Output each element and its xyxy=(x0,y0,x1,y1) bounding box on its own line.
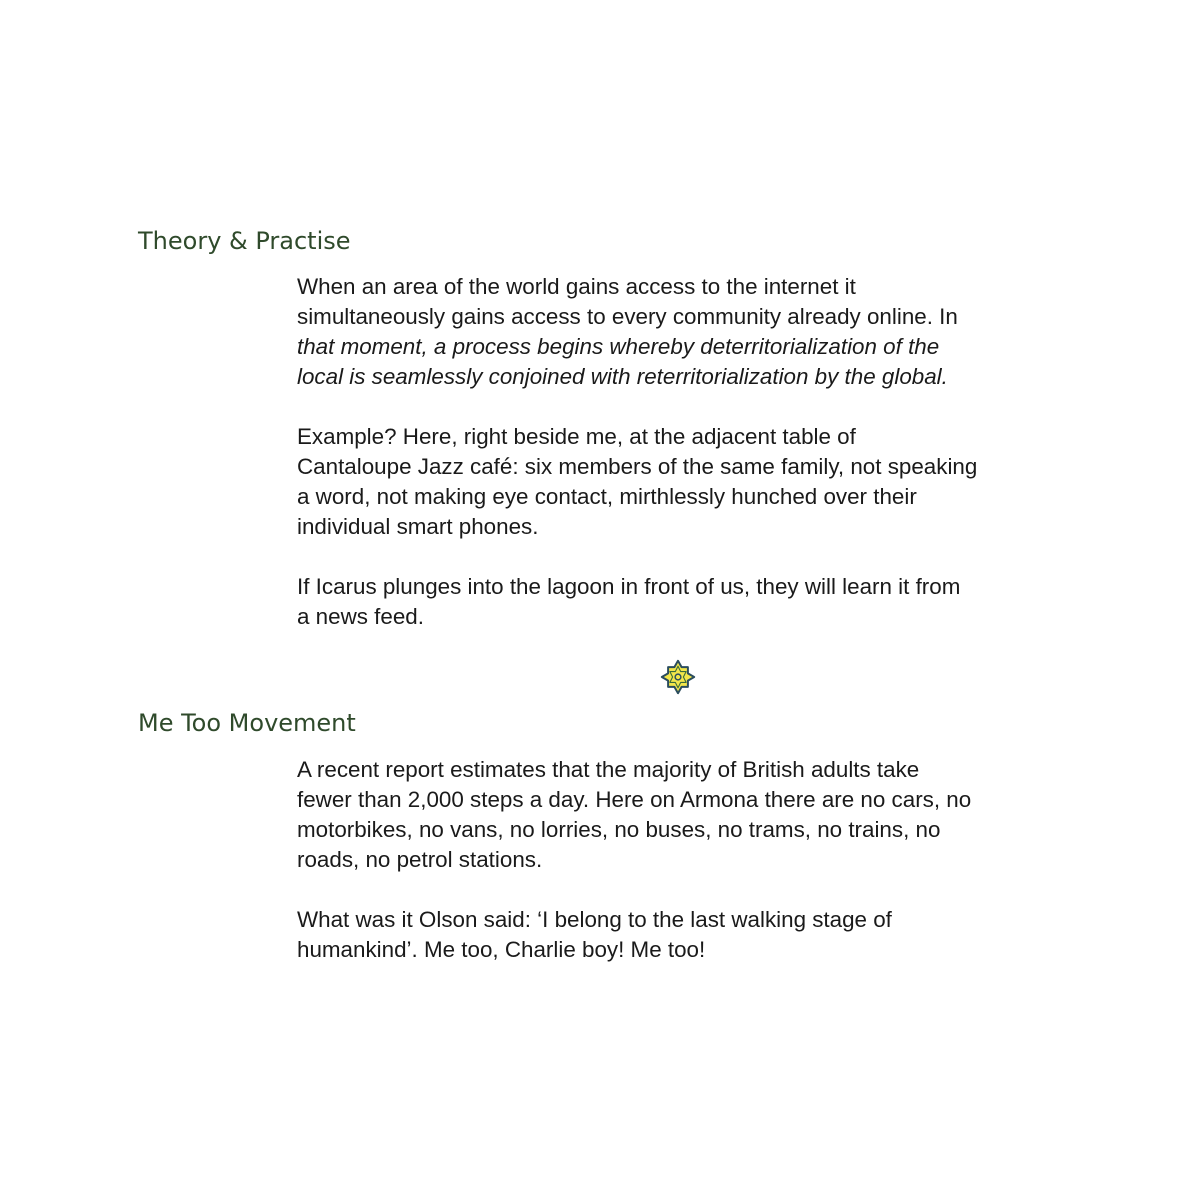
section-body-me-too-movement xyxy=(297,755,1077,965)
section-title-theory-practise: Theory & Practise xyxy=(138,227,351,255)
text-line: roads, no petrol stations. xyxy=(297,847,543,872)
text-line: When an area of the world gains access to the internet it xyxy=(297,274,856,299)
floral-ornament-icon xyxy=(660,659,696,695)
text-line: individual smart phones. xyxy=(297,514,539,539)
paragraph xyxy=(297,572,1077,632)
text-line: a word, not making eye contact, mirthlessly hunched over their xyxy=(297,484,917,509)
text-line: What was it Olson said: ‘I belong to the last walking stage of xyxy=(297,907,892,932)
paragraph xyxy=(297,272,1077,392)
text-line: If Icarus plunges into the lagoon in front of us, they will learn it from xyxy=(297,574,961,599)
text-line: that moment, a process begins whereby deterritorialization of the xyxy=(297,334,940,359)
text-line: a news feed. xyxy=(297,604,424,629)
text-line: local is seamlessly conjoined with reterritorialization by the global. xyxy=(297,364,948,389)
text-line: fewer than 2,000 steps a day. Here on Armona there are no cars, no xyxy=(297,787,972,812)
section-title-me-too-movement: Me Too Movement xyxy=(138,709,356,737)
text-line: Example? Here, right beside me, at the adjacent table of xyxy=(297,424,856,449)
paragraph xyxy=(297,422,1077,542)
text-line: Cantaloupe Jazz café: six members of the same family, not speaking xyxy=(297,454,978,479)
text-line: simultaneously gains access to every community already online. In xyxy=(297,304,958,329)
text-line: A recent report estimates that the majority of British adults take xyxy=(297,757,920,782)
paragraph xyxy=(297,905,1077,965)
text-line: motorbikes, no vans, no lorries, no buses, no trams, no trains, no xyxy=(297,817,941,842)
paragraph xyxy=(297,755,1077,875)
section-body-theory-practise xyxy=(297,272,1077,632)
ornament-petals xyxy=(662,661,694,693)
text-line: humankind’. Me too, Charlie boy! Me too! xyxy=(297,937,706,962)
